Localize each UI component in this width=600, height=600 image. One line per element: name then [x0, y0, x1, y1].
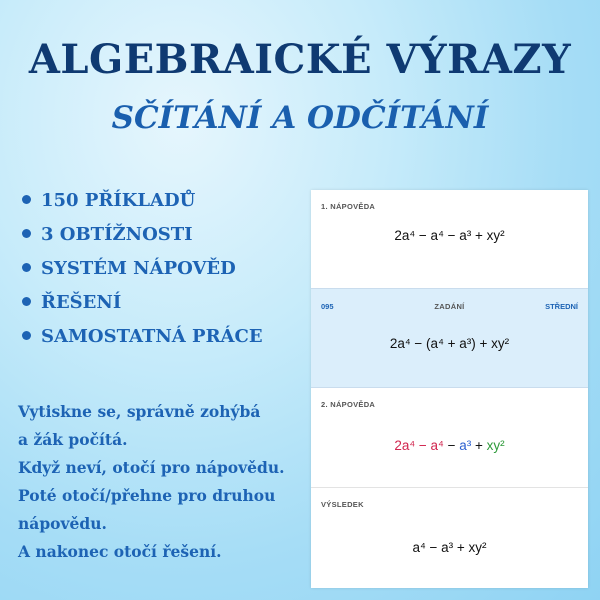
- bullet-icon: [22, 297, 31, 306]
- hint2-section: [311, 388, 588, 488]
- task-label: ZADÁNÍ: [434, 302, 465, 311]
- feature-item: [22, 184, 263, 218]
- expr-part: a³: [459, 438, 472, 453]
- result-expression: a⁴ − a³ + xy²: [412, 540, 487, 555]
- feature-list: [22, 184, 263, 354]
- hint1-expression: 2a⁴ − a⁴ − a³ + xy²: [394, 228, 505, 243]
- description-line: Vytiskne se, správně zohýbá: [18, 402, 261, 421]
- description-line: A nakonec otočí řešení.: [18, 542, 222, 561]
- bullet-icon: [22, 229, 31, 238]
- task-number: 095: [321, 302, 334, 311]
- feature-label: SYSTÉM NÁPOVĚD: [41, 258, 236, 279]
- bullet-icon: [22, 263, 31, 272]
- task-expression: 2a⁴ − (a⁴ + a³) + xy²: [389, 336, 510, 351]
- difficulty-label: STŘEDNÍ: [545, 302, 578, 311]
- description-line: Poté otočí/přehne pro druhou: [18, 486, 276, 505]
- expr-part: −: [443, 438, 460, 453]
- feature-label: 150 PŘÍKLADŮ: [41, 190, 196, 211]
- page-title: ALGEBRAICKÉ VÝRAZY: [28, 36, 572, 83]
- feature-item: [22, 218, 263, 252]
- hint2-expression: [311, 438, 588, 453]
- description-text: [18, 398, 308, 566]
- result-section: [311, 488, 588, 588]
- description-line: Když neví, otočí pro nápovědu.: [18, 458, 285, 477]
- feature-item: [22, 320, 263, 354]
- feature-label: SAMOSTATNÁ PRÁCE: [41, 326, 263, 347]
- result-label: VÝSLEDEK: [321, 500, 364, 509]
- feature-label: ŘEŠENÍ: [41, 292, 122, 313]
- task-section: [311, 288, 588, 388]
- worksheet-card-preview: [311, 190, 588, 588]
- expr-part: xy²: [486, 438, 505, 453]
- feature-item: [22, 252, 263, 286]
- feature-label: 3 OBTÍŽNOSTI: [41, 224, 193, 245]
- hint1-section: [311, 190, 588, 288]
- hint2-label: 2. NÁPOVĚDA: [321, 400, 376, 409]
- hint1-label: 1. NÁPOVĚDA: [321, 202, 376, 211]
- feature-item: [22, 286, 263, 320]
- page-subtitle: SČÍTÁNÍ A ODČÍTÁNÍ: [111, 100, 489, 136]
- description-line: a žák počítá.: [18, 430, 128, 449]
- expr-part: +: [471, 438, 487, 453]
- bullet-icon: [22, 195, 31, 204]
- bullet-icon: [22, 331, 31, 340]
- expr-part: 2a⁴ − a⁴: [394, 438, 444, 453]
- description-line: nápovědu.: [18, 514, 107, 533]
